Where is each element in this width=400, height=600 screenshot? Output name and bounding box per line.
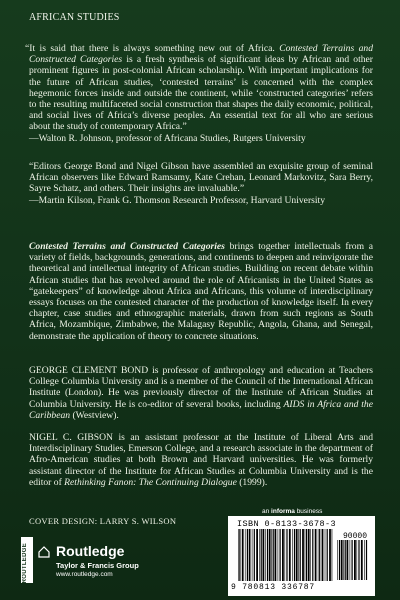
informa-tagline: an informa business <box>262 508 323 515</box>
barcode-bar <box>339 540 340 580</box>
barcode-bar <box>245 529 246 581</box>
barcode-bar <box>282 529 284 581</box>
barcode-bar <box>332 529 333 581</box>
barcode-bar <box>327 529 328 581</box>
editor-bio-gibson <box>29 432 373 488</box>
barcode-bar <box>347 540 349 580</box>
ean-barcode-bars <box>237 529 333 581</box>
barcode-bar <box>329 529 331 581</box>
barcode-bar <box>312 529 313 581</box>
barcode-bar <box>322 529 324 581</box>
barcode-bar <box>318 529 319 581</box>
barcode-bar <box>341 540 343 580</box>
bio-bond-text: GEORGE CLEMENT BOND is professor of anthropology and education at Teachers College Columbia University and is a member of the Council of the International African Institute (London). He was previously director of the Institute of African Studies at Columbia University. He is co-editor of several books, including <box>29 365 373 410</box>
description-book-title: Contested Terrains and Constructed Categories <box>29 241 225 252</box>
barcode-bar <box>273 529 274 581</box>
description-text: brings together intellectuals from a variety of fields, backgrounds, generations, and continents to deepen and reinvigorate the theoretical and intellectual integrity of African studies. Building on recent debate within African studies that has revolved around the role of Africanists in the United States as “gatekeepers” of knowledge about Africa and Africans, this volume of interdisciplinary essays focuses on the contested character of the production of knowledge itself. In every chapter, case studies and ethnographic materials, drawn from such regions as South Africa, Mozambique, Zimbabwe, the Malagasy Republic, Angola, Ghana, and Senegal, demonstrate the application of theory to concrete situations. <box>29 241 374 342</box>
barcode-bar <box>285 529 286 581</box>
barcode-bar <box>325 529 326 581</box>
barcode-bar <box>286 529 287 581</box>
barcode-bar <box>267 529 268 581</box>
review-quote-2 <box>29 161 373 206</box>
barcode-bar <box>289 529 291 581</box>
review-1-text <box>25 43 374 133</box>
barcode-bar <box>358 540 359 580</box>
barcode-bar <box>280 529 281 581</box>
ean-digits: 9 780813 336787 <box>231 583 316 592</box>
routledge-spine-mark <box>21 537 33 583</box>
barcode-bar <box>263 529 265 581</box>
bio-bond-work: AIDS in Africa and the Caribbean <box>29 398 373 421</box>
barcode-bar <box>366 540 367 580</box>
publisher-logo <box>21 537 221 587</box>
barcode-bar <box>308 529 310 581</box>
barcode-bar <box>271 529 272 581</box>
review-quote-1 <box>25 43 374 144</box>
barcode-bar <box>294 529 295 581</box>
isbn-barcode <box>228 516 375 596</box>
publisher-url: www.routledge.com <box>56 571 113 578</box>
bio-gibson-after: (1999). <box>236 476 268 488</box>
cover-design-credit: COVER DESIGN: LARRY S. WILSON <box>29 516 177 526</box>
barcode-bar <box>275 529 277 581</box>
barcode-bar <box>361 540 363 580</box>
barcode-bar <box>352 540 353 580</box>
barcode-bar <box>265 529 266 581</box>
publisher-name: Routledge <box>56 543 125 559</box>
barcode-bar <box>252 529 253 581</box>
bio-gibson-work: Rethinking Fanon: The Continuing Dialogue <box>64 476 237 488</box>
review-2-body: “Editors George Bond and Nigel Gibson have assembled an exquisite group of seminal African observers like Edward Ramsamy, Kate Crehan, Leonard Markovitz, Sara Berry, Sayre Schatz, and others. Their insights are invaluable.” <box>29 161 373 195</box>
barcode-bar <box>298 529 299 581</box>
barcode-bar <box>345 540 346 580</box>
barcode-bar <box>269 529 271 581</box>
barcode-bar <box>343 540 344 580</box>
barcode-bar <box>261 529 262 581</box>
barcode-bar <box>364 540 365 580</box>
barcode-bar <box>278 529 279 581</box>
bio-bond-after: (Westview). <box>70 409 119 421</box>
barcode-bar <box>300 529 301 581</box>
barcode-bar <box>259 529 260 581</box>
barcode-bar <box>242 529 244 581</box>
barcode-bar <box>238 529 239 581</box>
barcode-bar <box>350 540 351 580</box>
barcode-bar <box>319 529 320 581</box>
barcode-bar <box>296 529 298 581</box>
bio-gibson-text: NIGEL C. GIBSON is an assistant professor at the Institute of Liberal Arts and Interdisciplinary Studies, Emerson College, and a research associate in the department of Afro-American studies at both Brown and Harvard universities. He was formerly assistant director of the Institute for African Studies at Columbia University and is the editor of <box>29 432 373 488</box>
barcode-bar <box>337 540 338 580</box>
barcode-bar <box>239 529 240 581</box>
barcode-bar <box>254 529 255 581</box>
barcode-bar <box>354 540 356 580</box>
series-label: AFRICAN STUDIES <box>29 12 120 23</box>
barcode-bar <box>302 529 304 581</box>
editor-bio-bond <box>29 365 373 421</box>
review-1-open: “It is said that there is always something new out of Africa. <box>25 43 280 54</box>
price-barcode-bars <box>336 540 370 580</box>
barcode-bar <box>315 529 317 581</box>
book-description <box>29 241 373 342</box>
spine-mark-text: ROUTLEDGE <box>22 543 28 584</box>
review-1-body: is a fresh synthesis of significant ideas by African and other prominent figures in post-colonial African scholarship. With important implications for the future of African studies, ‘contested terrains’ is concerned with the complex hegemonic forces inside and outside the continent, while ‘constructed categories’ refers to the resulting multifaceted social construction that shapes the daily economic, political, and social lives of Africa’s diverse peoples. An essential text for all who are serious about the study of contemporary Africa.” <box>29 54 374 133</box>
barcode-bar <box>306 529 307 581</box>
barcode-bar <box>310 529 311 581</box>
barcode-bar <box>305 529 306 581</box>
review-2-attribution: —Martin Kilson, Frank G. Thomson Research Professor, Harvard University <box>29 194 325 206</box>
review-1-book-title: Contested Terrains and Constructed Categories <box>29 43 373 66</box>
barcode-bar <box>247 529 248 581</box>
barcode-bar <box>292 529 293 581</box>
price-code: 90000 <box>342 532 367 541</box>
barcode-bar <box>249 529 251 581</box>
review-1-attribution: —Walton R. Johnson, professor of Africana Studies, Rutgers University <box>29 132 306 144</box>
isbn-text: ISBN 0-8133-3678-3 <box>237 519 337 529</box>
barcode-bar <box>256 529 258 581</box>
publisher-group: Taylor & Francis Group <box>56 561 139 570</box>
barcode-bar <box>357 540 358 580</box>
routledge-house-icon <box>38 546 50 558</box>
